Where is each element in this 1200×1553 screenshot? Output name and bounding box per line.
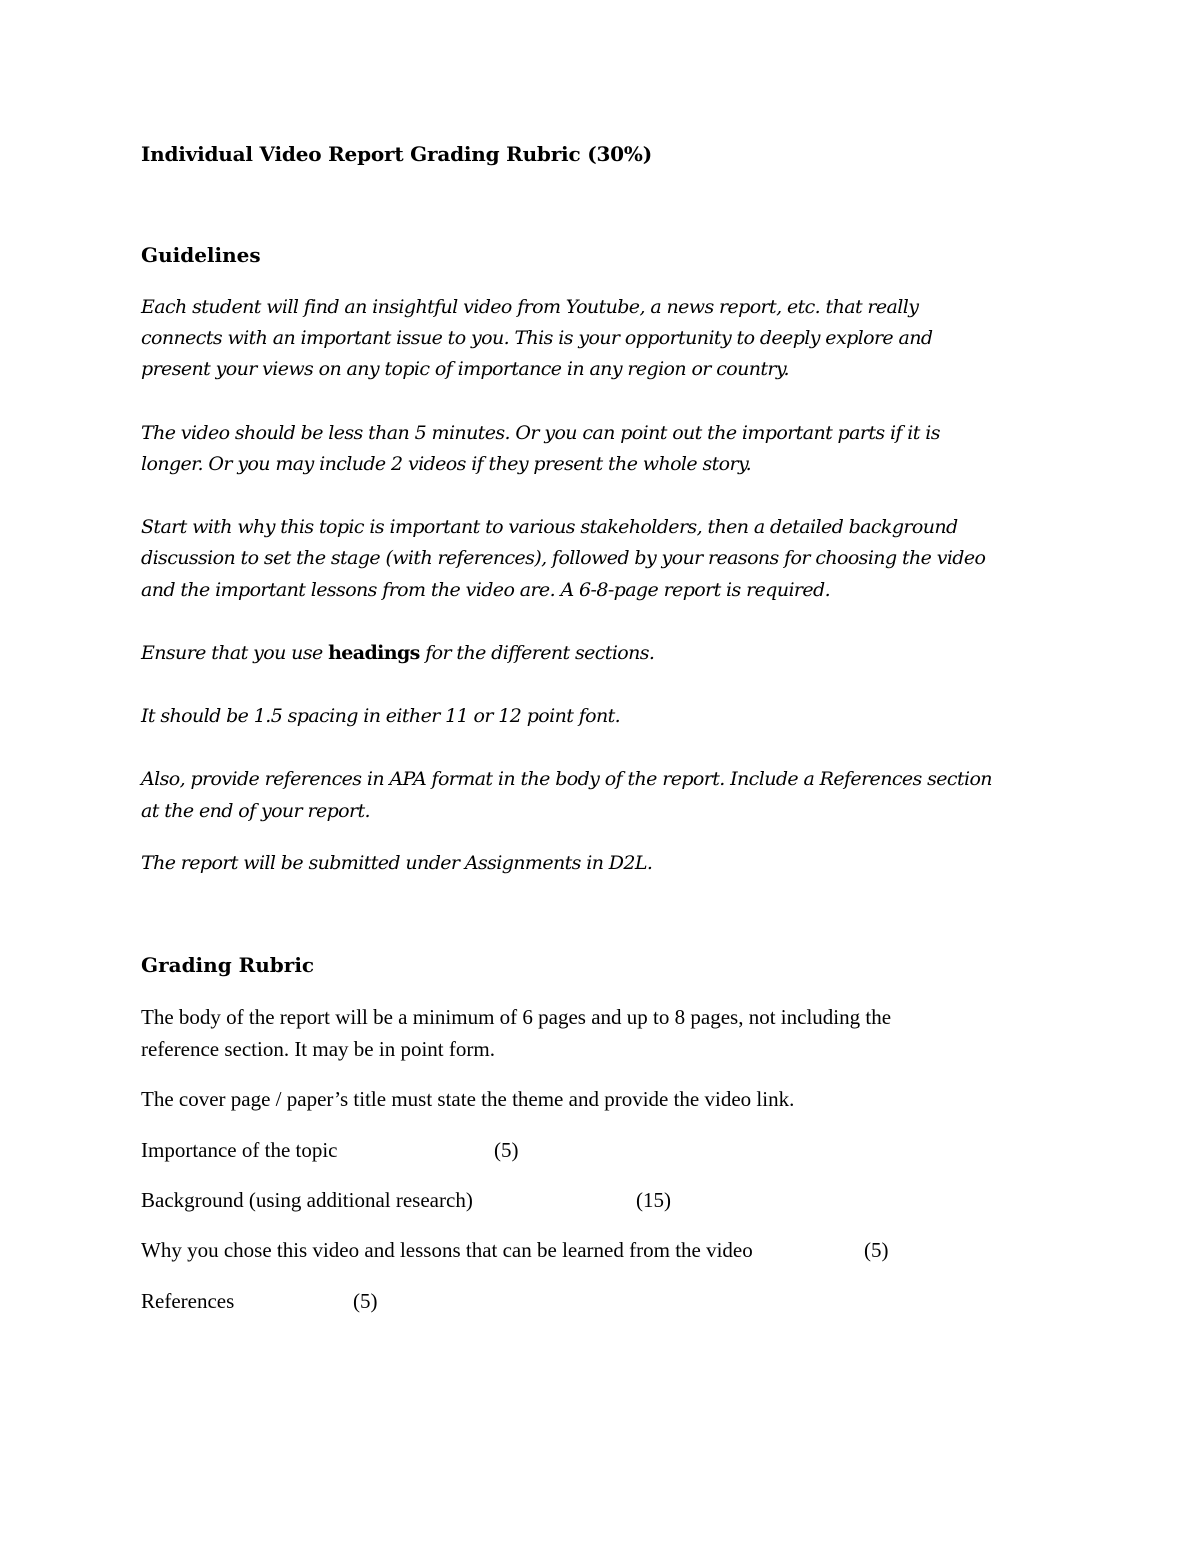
headings-instruction-before: Ensure that you use bbox=[141, 642, 329, 664]
spacing-instruction: It should be 1.5 spacing in either 11 or 12 point font. bbox=[141, 705, 621, 727]
guidelines-line-6: Start with why this topic is important to various stakeholders, then a detailed background bbox=[141, 516, 958, 538]
guidelines-line-3: present your views on any topic of importance in any region or country. bbox=[141, 358, 789, 380]
guidelines-line-4: The video should be less than 5 minutes. Or you can point out the important parts if it is bbox=[141, 422, 940, 444]
headings-emphasis: headings bbox=[328, 642, 420, 664]
rubric-item-points: (15) bbox=[636, 1188, 671, 1212]
rubric-item-label: Background (using additional research) bbox=[141, 1188, 473, 1212]
guidelines-line-8: and the important lessons from the video are. A 6-8-page report is required. bbox=[141, 579, 831, 601]
headings-instruction bbox=[141, 642, 654, 664]
rubric-heading: Grading Rubric bbox=[141, 953, 315, 977]
guidelines-heading: Guidelines bbox=[141, 243, 261, 267]
rubric-body-line-1: The body of the report will be a minimum of 6 pages and up to 8 pages, not including the bbox=[141, 1005, 892, 1029]
rubric-item-label: References bbox=[141, 1289, 235, 1313]
guidelines-line-1: Each student will find an insightful video from Youtube, a news report, etc. that really bbox=[141, 296, 919, 318]
rubric-item-label: Why you chose this video and lessons that can be learned from the video bbox=[141, 1238, 753, 1262]
rubric-item-points: (5) bbox=[494, 1138, 519, 1162]
cover-page-requirement: The cover page / paper’s title must state the theme and provide the video link. bbox=[141, 1087, 795, 1111]
guidelines-line-5: longer. Or you may include 2 videos if they present the whole story. bbox=[141, 453, 752, 475]
guidelines-line-2: connects with an important issue to you. This is your opportunity to deeply explore and bbox=[141, 327, 933, 349]
headings-instruction-after: for the different sections. bbox=[419, 642, 655, 664]
rubric-body-line-2: reference section. It may be in point form. bbox=[141, 1037, 495, 1061]
apa-line-2: at the end of your report. bbox=[141, 800, 370, 822]
submission-instruction: The report will be submitted under Assignments in D2L. bbox=[141, 852, 653, 874]
rubric-item-label: Importance of the topic bbox=[141, 1138, 338, 1162]
rubric-item-points: (5) bbox=[864, 1238, 889, 1262]
guidelines-line-7: discussion to set the stage (with references), followed by your reasons for choosing the video bbox=[141, 547, 986, 569]
document-title: Individual Video Report Grading Rubric (30%) bbox=[141, 142, 652, 166]
rubric-item-points: (5) bbox=[353, 1289, 378, 1313]
apa-line-1: Also, provide references in APA format in the body of the report. Include a References section bbox=[141, 768, 992, 790]
